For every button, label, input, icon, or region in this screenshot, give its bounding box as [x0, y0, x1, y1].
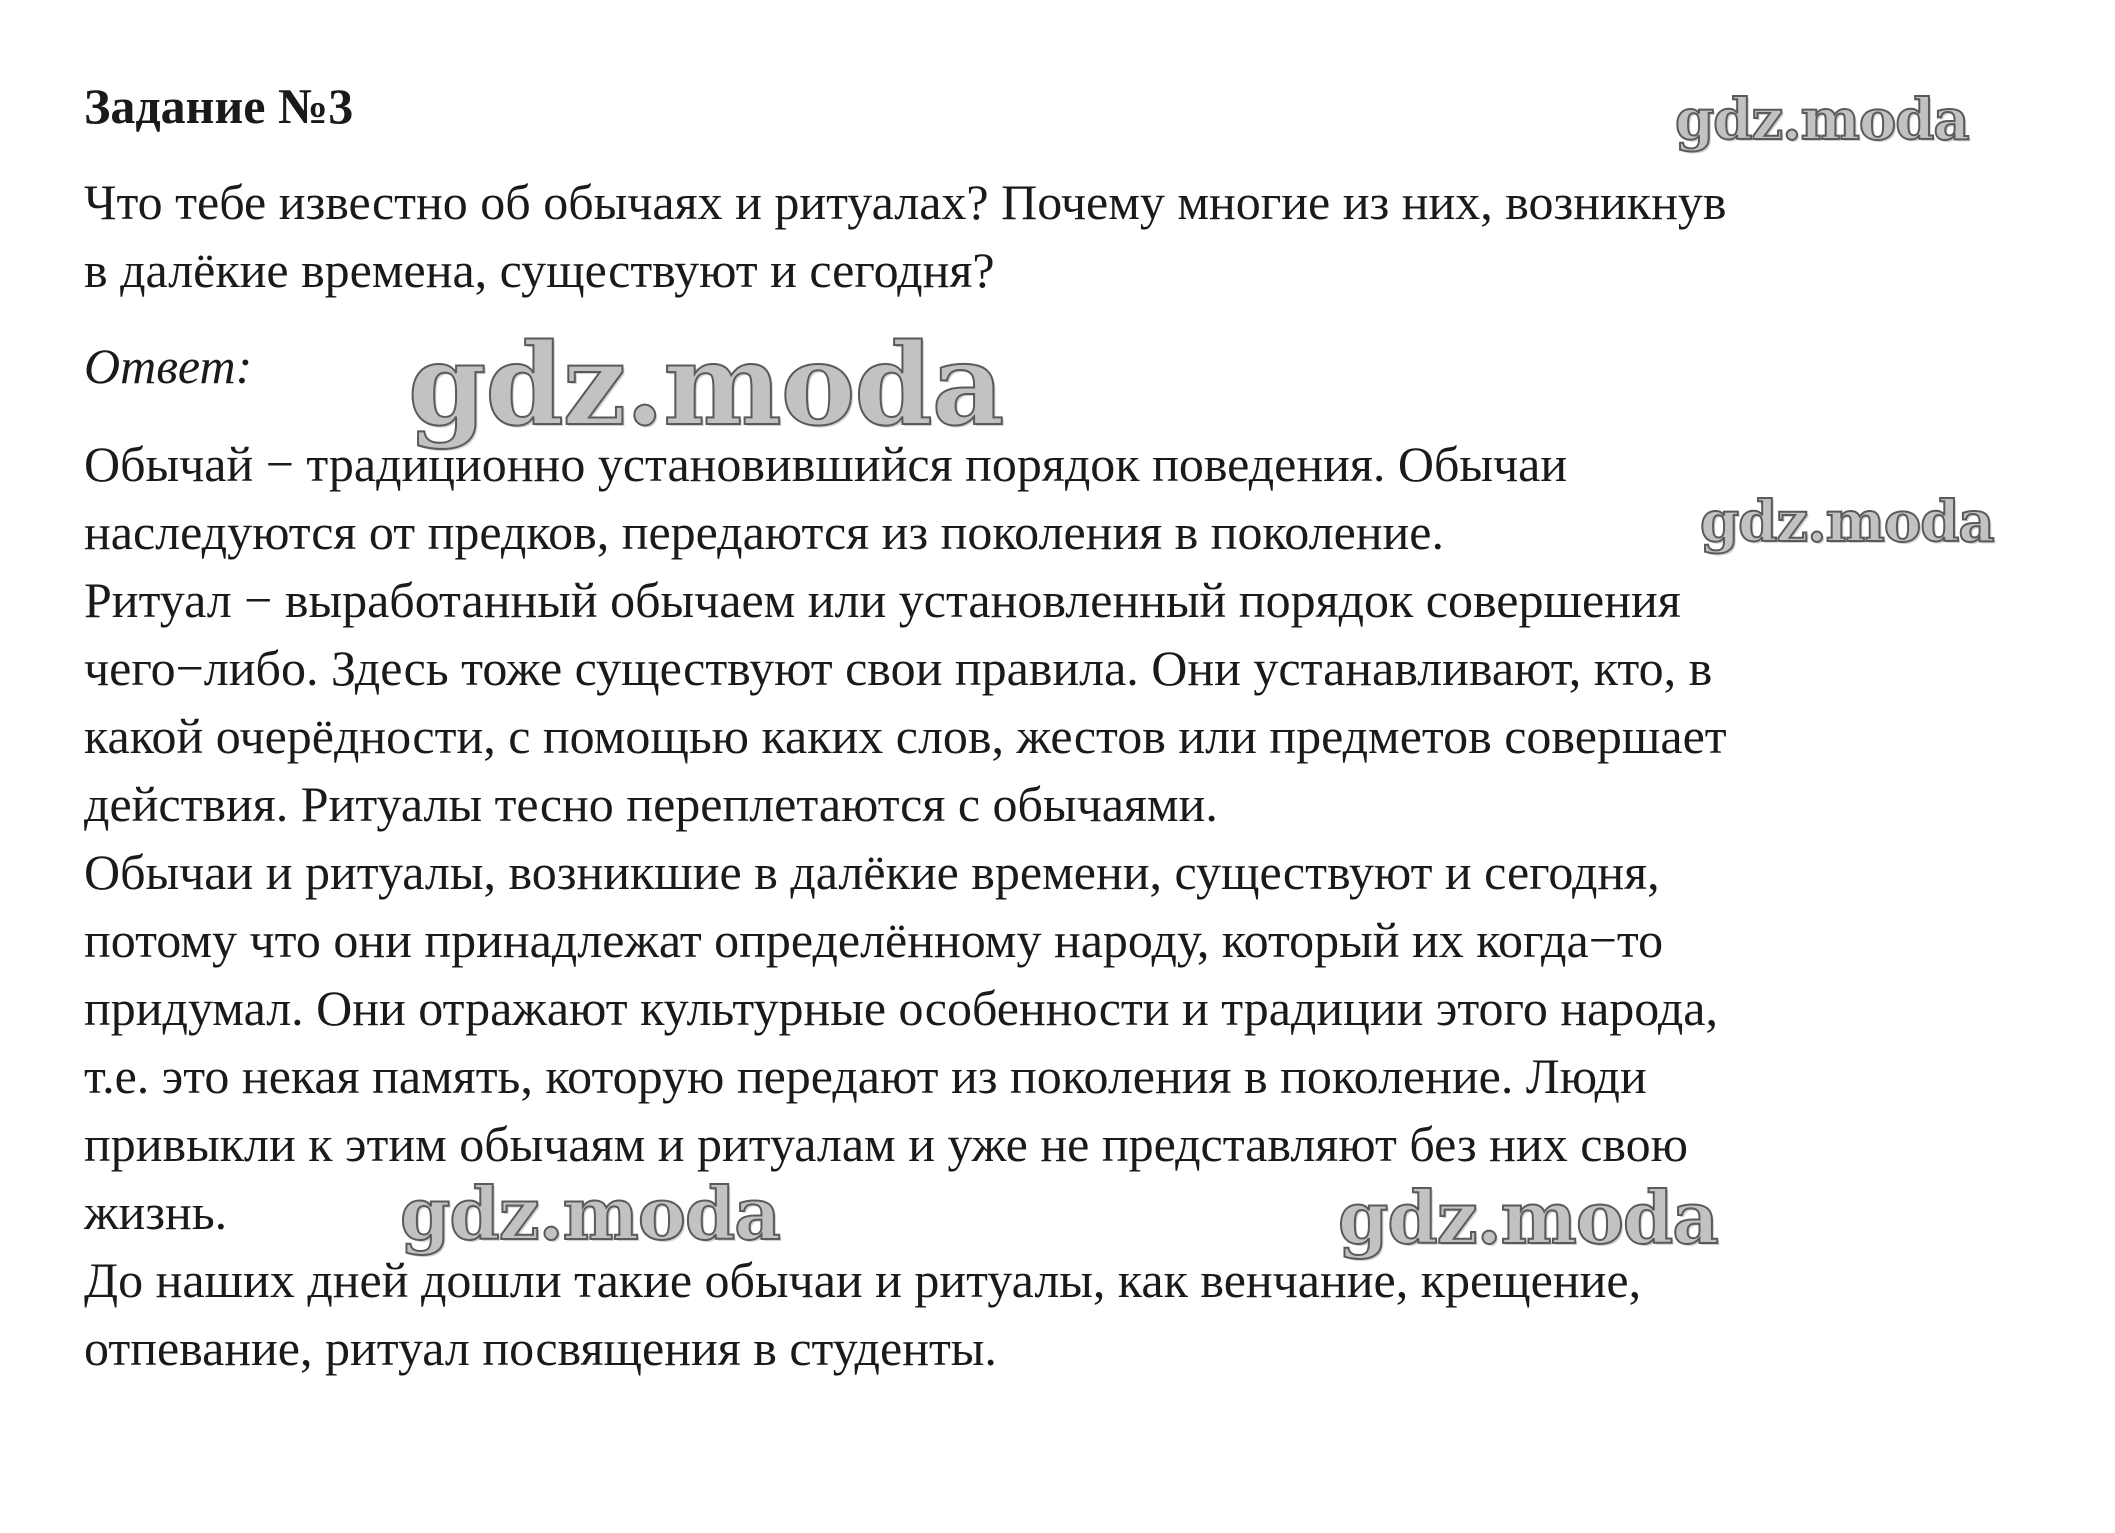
task-title: Задание №3: [84, 78, 354, 134]
watermark-logo: gdz.moda: [1338, 1175, 1718, 1260]
answer-line-13: До наших дней дошли такие обычаи и ритуалы, как венчание, крещение,: [84, 1252, 1642, 1308]
answer-line-14: отпевание, ритуал посвящения в студенты.: [84, 1320, 997, 1376]
answer-line-5: какой очерёдности, с помощью каких слов, жестов или предметов совершает: [84, 708, 1727, 764]
answer-line-6: действия. Ритуалы тесно переплетаются с обычаями.: [84, 776, 1218, 832]
watermark-logo: gdz.moda: [1700, 489, 1994, 555]
answer-line-3: Ритуал − выработанный обычаем или установленный порядок совершения: [84, 572, 1681, 628]
watermark-logo: gdz.moda: [400, 1171, 780, 1256]
answer-line-7: Обычаи и ритуалы, возникшие в далёкие времени, существуют и сегодня,: [84, 844, 1660, 900]
answer-line-4: чего−либо. Здесь тоже существуют свои правила. Они устанавливают, кто, в: [84, 640, 1713, 696]
watermark-logo: gdz.moda: [408, 320, 1004, 451]
answer-line-1: Обычай − традиционно установившийся порядок поведения. Обычаи: [84, 436, 1568, 492]
answer-line-11: привыкли к этим обычаям и ритуалам и уже не представляют без них свою: [84, 1116, 1689, 1172]
question-line-2: в далёкие времена, существуют и сегодня?: [84, 242, 995, 298]
answer-line-12: жизнь.: [84, 1184, 228, 1240]
question-line-1: Что тебе известно об обычаях и ритуалах? Почему многие из них, возникнув: [84, 174, 1727, 230]
answer-line-10: т.е. это некая память, которую передают из поколения в поколение. Люди: [84, 1048, 1647, 1104]
watermark-logo: gdz.moda: [1675, 87, 1969, 153]
answer-line-9: придумал. Они отражают культурные особенности и традиции этого народа,: [84, 980, 1718, 1036]
answer-line-2: наследуются от предков, передаются из поколения в поколение.: [84, 504, 1444, 560]
answer-line-8: потому что они принадлежат определённому народу, который их когда−то: [84, 912, 1664, 968]
answer-label: Ответ:: [84, 338, 253, 394]
